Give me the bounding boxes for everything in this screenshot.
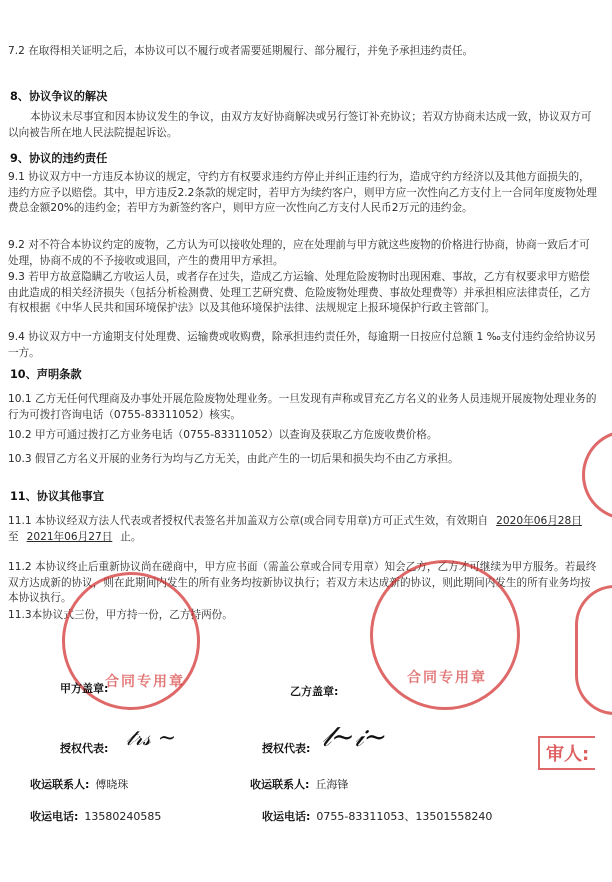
clause-9-4: 9.4 协议双方中一方逾期支付处理费、运输费或收购费，除承担违约责任外，每逾期一日按应付总额 1 ‰支付违约金给协议另一方。 — [8, 331, 597, 359]
party-a-contact-label: 收运联系人: — [30, 778, 90, 791]
edge-seal-top — [582, 430, 612, 520]
party-a-contact — [30, 776, 128, 792]
party-a-signature: 𝓉𝓇𝓈 ~ — [126, 726, 177, 751]
party-b-phone-value: 0755-83311053、13501558240 — [316, 810, 493, 823]
party-b-rep-label: 授权代表: — [262, 742, 311, 755]
clause-10-2: 10.2 甲方可通过拨打乙方业务电话（0755-83311052）以查询及获取乙方危废收费价格。 — [8, 429, 438, 441]
party-a-phone — [30, 808, 161, 824]
party-b-contact-label: 收运联系人: — [250, 778, 310, 791]
clause-9-2: 9.2 对不符合本协议约定的废物，乙方认为可以接收处理的，应在处理前与甲方就这些废物的价格进行协商，协商一致后才可处理，协商不成的不予接收或退回，产生的费用甲方承担。 — [8, 239, 590, 267]
clause-11-1-mid: 至 — [8, 530, 19, 543]
party-a-phone-label: 收运电话: — [30, 810, 79, 823]
clause-11-1-post: 止。 — [120, 530, 142, 543]
clause-7-2: 7.2 在取得相关证明之后，本协议可以不履行或者需要延期履行、部分履行，并免予承担违约责任。 — [8, 45, 474, 57]
review-stamp — [538, 736, 595, 770]
clause-8: 本协议未尽事宜和因本协议发生的争议，由双方友好协商解决或另行签订补充协议；若双方协商未达成一致，协议双方可以向被告所在地人民法院提起诉讼。 — [8, 111, 592, 139]
heading-dispute: 8、协议争议的解决 — [10, 90, 108, 103]
party-a-rep-label: 授权代表: — [60, 742, 109, 755]
clause-9-1: 9.1 协议双方中一方违反本协议的规定，守约方有权要求违约方停止并纠正违约行为，造成守约方经济以及其他方面损失的，违约方应予以赔偿。其中，甲方违反2.2条款的规定时，若甲方为续约客户，则甲方应一次性向乙方支付上一合同年度废物处理费总金额20%的违约金；若甲方为新签约客户，则甲方应一次性向乙方支付人民币2万元的违约金。 — [8, 171, 597, 214]
clause-11-1-pre: ，有效期自 — [435, 515, 489, 527]
party-a-phone-value: 13580240585 — [84, 810, 162, 823]
seal-a-text: 合同专用章 — [105, 674, 185, 690]
party-a-seal-label: 甲方盖章: — [60, 682, 109, 695]
clause-11-2: 11.2 本协议终止后重新协议尚在磋商中，甲方应书面（需盖公章或合同专用章）知会乙方，乙方才可继续为甲方服务。若最终双方达成新的协议，则在此期间内发生的所有业务均按新协议执行；若双方未达成新的协议，则此期间内发生的所有业务均按本协议执行。 — [8, 561, 597, 604]
seal-b-text: 合同专用章 — [407, 670, 487, 686]
valid-to-date: 2021年06月27日 — [26, 530, 113, 543]
review-stamp-label: 审人: — [546, 744, 590, 765]
heading-other: 11、协议其他事宜 — [10, 490, 104, 503]
party-b-contact-value: 丘海锋 — [315, 778, 349, 791]
clause-11-3: 11.3本协议式三份，甲方持一份，乙方持两份。 — [8, 609, 233, 621]
heading-liability: 9、协议的违约责任 — [10, 152, 108, 165]
party-b-company-seal — [370, 560, 520, 710]
heading-statement: 10、声明条款 — [10, 368, 82, 381]
party-b-seal-label: 乙方盖章: — [290, 685, 339, 698]
party-b-signature: 𝓁~𝒾~ — [322, 720, 388, 753]
clause-11-1-text: 11.1 本协议经双方法人代表或者授权代表签名并加盖双方公章(或合同专用章)方可正式生效 — [8, 515, 436, 527]
edge-seal-bottom — [575, 585, 612, 715]
party-b-contact — [250, 776, 348, 792]
party-a-contact-value: 傅晓珠 — [95, 778, 129, 791]
party-b-phone — [262, 808, 492, 824]
valid-from-date: 2020年06月28日 — [496, 515, 582, 527]
clause-11-1 — [8, 514, 598, 545]
party-b-phone-label: 收运电话: — [262, 810, 311, 823]
clause-10-1: 10.1 乙方无任何代理商及办事处开展危险废物处理业务。一旦发现有声称或冒充乙方名义的业务人员违规开展废物处理业务的行为可拨打咨询电话（0755-83311052）核实。 — [8, 393, 597, 421]
clause-10-3: 10.3 假冒乙方名义开展的业务行为均与乙方无关，由此产生的一切后果和损失均不由乙方承担。 — [8, 453, 459, 465]
clause-9-3: 9.3 若甲方故意隐瞒乙方收运人员，或者存在过失，造成乙方运输、处理危险废物时出现困难、事故，乙方有权要求甲方赔偿由此造成的相关经济损失（包括分析检测费、处理工艺研究费、危险废物处理费、事故处理费等）并承担相应法律责任，乙方有权根据《中华人民共和国环境保护法》以及其他环境保护法律、法规规定上报环境保护行政主管部门。 — [8, 271, 591, 314]
